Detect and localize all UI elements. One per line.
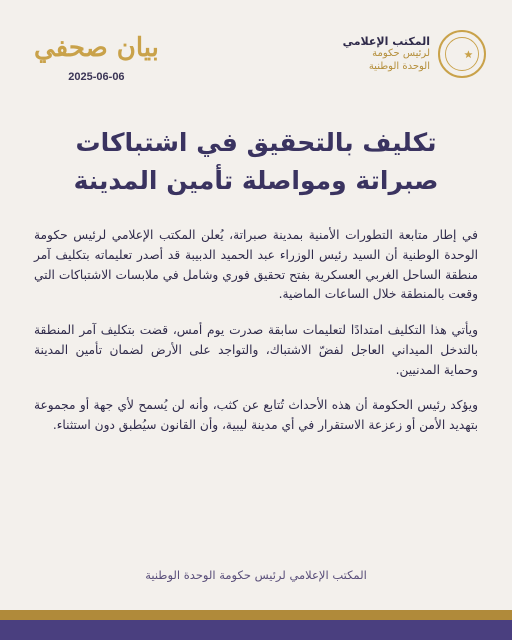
release-date: 2025-06-06 <box>68 70 125 83</box>
paragraph-1: في إطار متابعة التطورات الأمنية بمدينة صبراتة، يُعلن المكتب الإعلامي لرئيس حكومة الوحدة الوطنية أن السيد رئيس الوزراء عبد الحميد الدبيبة قد أصدر تعليماته بتكليف آمر منطقة الساحل الغربي العسكرية بفتح تحقيق فوري وشامل في ملابسات الاشتباكات التي وقعت بالمنطقة خلال الساعات الماضية. <box>34 228 478 302</box>
org-header <box>343 30 486 78</box>
org-name-line3: الوحدة الوطنية <box>368 60 430 72</box>
org-name-line1: المكتب الإعلامي <box>342 34 430 48</box>
org-name-line2: لرئيس حكومة <box>372 48 430 60</box>
crescent-star-emblem-icon <box>438 30 486 78</box>
statement-label: بيان صحفي <box>34 33 159 63</box>
body-text <box>34 226 478 452</box>
headline <box>30 124 482 199</box>
org-name <box>343 35 430 74</box>
footer-navy-bar <box>0 620 512 640</box>
signature: المكتب الإعلامي لرئيس حكومة الوحدة الوطنية <box>145 568 367 582</box>
footer-gold-bar <box>0 610 512 620</box>
statement-badge <box>34 34 159 83</box>
paragraph-3: ويؤكد رئيس الحكومة أن هذه الأحداث تُتابع عن كثب، وأنه لن يُسمح لأي جهة أو مجموعة بتهديد الأمن أو زعزعة الاستقرار في أي مدينة ليبية، وأن القانون سيُطبق دون استثناء. <box>34 398 478 433</box>
headline-line1: تكليف بالتحقيق في اشتباكات <box>75 128 437 157</box>
paragraph-2: ويأتي هذا التكليف امتدادًا لتعليمات سابقة صدرت يوم أمس، قضت بتكليف آمر المنطقة بالتدخل الميداني العاجل لفضّ الاشتباك، والتواجد على الأرض لضمان تأمين المدينة وحماية المدنيين. <box>34 323 478 377</box>
headline-line2: صبراتة ومواصلة تأمين المدينة <box>73 165 439 195</box>
